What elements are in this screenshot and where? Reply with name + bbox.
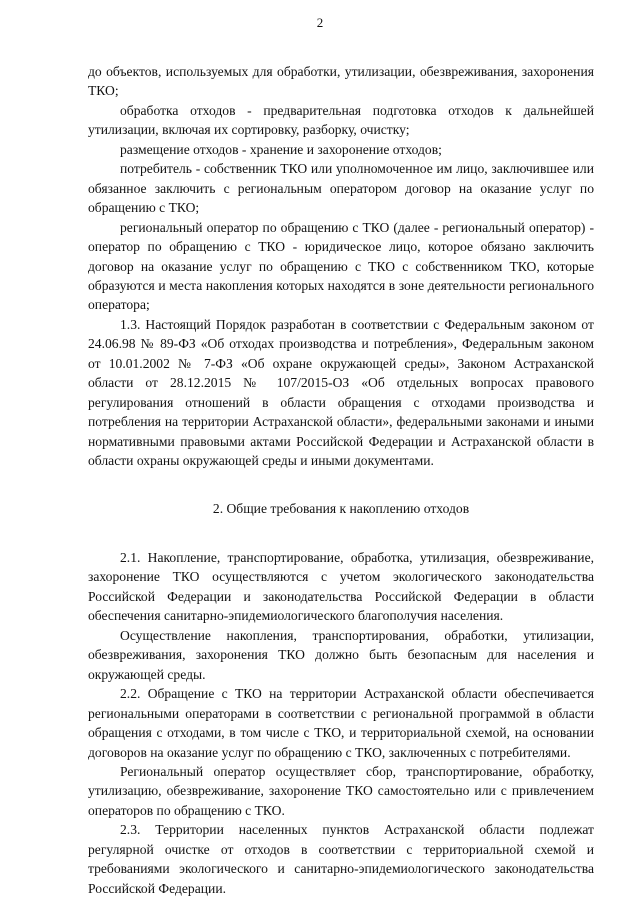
paragraph-definition-placement: размещение отходов - хранение и захоронение отходов; [120, 141, 442, 157]
section-heading: 2. Общие требования к накоплению отходов [212, 500, 470, 516]
document-body [88, 62, 594, 898]
paragraph-2-3: 2.3. Территории населенных пунктов Астраханской области подлежат регулярной очистке от отходов в соответствии с территориальной схемой и требованиями экологического и санитарно-эпидемиологического законодательства Российской Федерации. [88, 822, 594, 896]
paragraph-definition-regional-operator: региональный оператор по обращению с ТКО (далее - региональный оператор) - оператор по обращению с ТКО - юридическое лицо, которое обязано заключить договор на оказание услуг по обращению с ТКО с собственником ТКО, которые образуются и места накопления которых находятся в зоне деятельности регионального оператора; [88, 219, 594, 313]
paragraph-2-2-operator: Региональный оператор осуществляет сбор, транспортирование, обработку, утилизацию, обезвреживание, захоронение ТКО самостоятельно или с привлечением операторов по обращению с ТКО. [88, 763, 594, 818]
paragraph-2-1-safety: Осуществление накопления, транспортирования, обработки, утилизации, обезвреживания, захоронения ТКО должно быть безопасным для населения и окружающей среды. [88, 627, 594, 682]
paragraph-2-2: 2.2. Обращение с ТКО на территории Астраханской области обеспечивается региональными операторами в соответствии с региональной программой в области обращения с отходами, в том числе с ТКО, и территориальной схемой, на основании договоров на оказание услуг по обращению с ТКО, заключенных с потребителями. [88, 686, 594, 760]
page-number: 2 [316, 15, 324, 30]
paragraph-1-3: 1.3. Настоящий Порядок разработан в соответствии с Федеральным законом от 24.06.98 № 89-ФЗ «Об отходах производства и потребления», Федеральным законом от 10.01.2002 № 7-ФЗ «Об охране окружающей среды», Законом Астраханской области от 28.12.2015 № 107/2015-ОЗ «Об отдельных вопросах правового регулирования отношений в области обращения с отходами производства и потребления на территории Астраханской области», федеральными законами и иными нормативными правовыми актами Российской Федерации и Астраханской области в области охраны окружающей среды и иными документами. [88, 316, 594, 469]
paragraph-definition-processing: обработка отходов - предварительная подготовка отходов к дальнейшей утилизации, включая их сортировку, разборку, очистку; [88, 102, 594, 138]
paragraph-definition-consumer: потребитель - собственник ТКО или уполномоченное им лицо, заключившее или обязанное заключить с региональным оператором договор на оказание услуг по обращению с ТКО; [88, 161, 594, 216]
paragraph-continuation: до объектов, используемых для обработки, утилизации, обезвреживания, захоронения ТКО; [88, 64, 594, 99]
paragraph-2-1: 2.1. Накопление, транспортирование, обработка, утилизация, обезвреживание, захоронение ТКО осуществляются с учетом экологического законодательства Российской Федерации и законодательства Российской Федерации в области обеспечения санитарно-эпидемиологического благополучия населения. [88, 549, 594, 624]
